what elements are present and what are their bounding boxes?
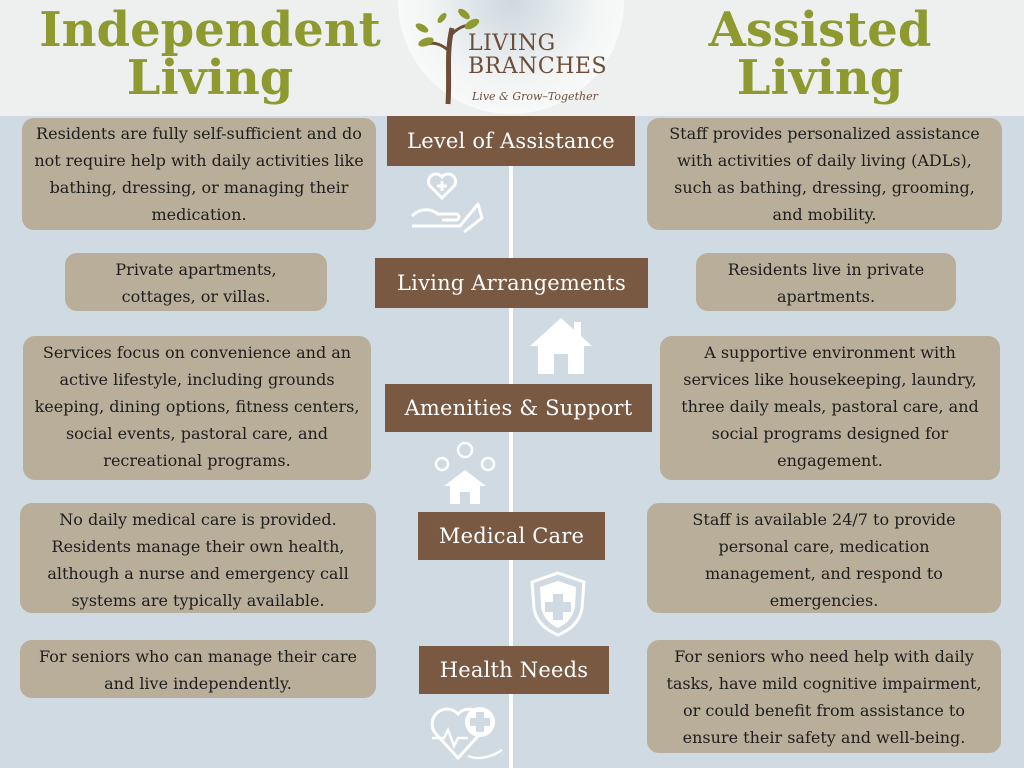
- heading-line: Assisted: [708, 2, 932, 58]
- medical-shield-icon: [526, 570, 590, 638]
- logo-text: [468, 32, 607, 78]
- logo-line: BRANCHES: [468, 54, 608, 79]
- label-living-arrangements: Living Arrangements: [375, 258, 648, 308]
- logo: [398, 0, 624, 114]
- heading-line: Living: [736, 50, 904, 106]
- label-health-needs: Health Needs: [419, 646, 609, 694]
- independent-medical-care: No daily medical care is provided. Residents manage their own health, although a nurse and emergency call systems are typically available.: [20, 503, 376, 613]
- logo-line: LIVING: [468, 31, 556, 56]
- independent-living-arrangements: Private apartments, cottages, or villas.: [65, 253, 327, 311]
- assisted-medical-care: Staff is available 24/7 to provide personal care, medication management, and respond to emergencies.: [647, 503, 1001, 613]
- house-icon: [526, 314, 596, 378]
- assisted-level-of-assistance: Staff provides personalized assistance with activities of daily living (ADLs), such as bathing, dressing, grooming, and mobility.: [647, 118, 1002, 230]
- independent-level-of-assistance: Residents are fully self-sufficient and do not require help with daily activities like bathing, dressing, or managing their medication.: [22, 118, 376, 230]
- hand-heart-icon: [408, 168, 488, 234]
- independent-living-heading: [30, 2, 390, 106]
- independent-amenities-support: Services focus on convenience and an active lifestyle, including grounds keeping, dining options, fitness centers, social events, pastoral care, and recreational programs.: [23, 336, 371, 480]
- heart-cross-icon: [428, 700, 506, 762]
- heading-line: Independent: [39, 2, 381, 58]
- home-services-icon: [432, 440, 498, 506]
- independent-health-needs: For seniors who can manage their care and live independently.: [20, 640, 376, 698]
- assisted-living-heading: [660, 2, 980, 106]
- assisted-health-needs: For seniors who need help with daily tasks, have mild cognitive impairment, or could benefit from assistance to ensure their safety and well-being.: [647, 640, 1001, 753]
- assisted-living-arrangements: Residents live in private apartments.: [696, 253, 956, 311]
- label-medical-care: Medical Care: [418, 512, 605, 560]
- heading-line: Living: [126, 50, 294, 106]
- label-level-of-assistance: Level of Assistance: [387, 116, 635, 166]
- logo-tagline: Live & Grow–Together: [472, 90, 598, 103]
- label-amenities-support: Amenities & Support: [385, 384, 652, 432]
- assisted-amenities-support: A supportive environment with services like housekeeping, laundry, three daily meals, pastoral care, and social programs designed for engagement.: [660, 336, 1000, 480]
